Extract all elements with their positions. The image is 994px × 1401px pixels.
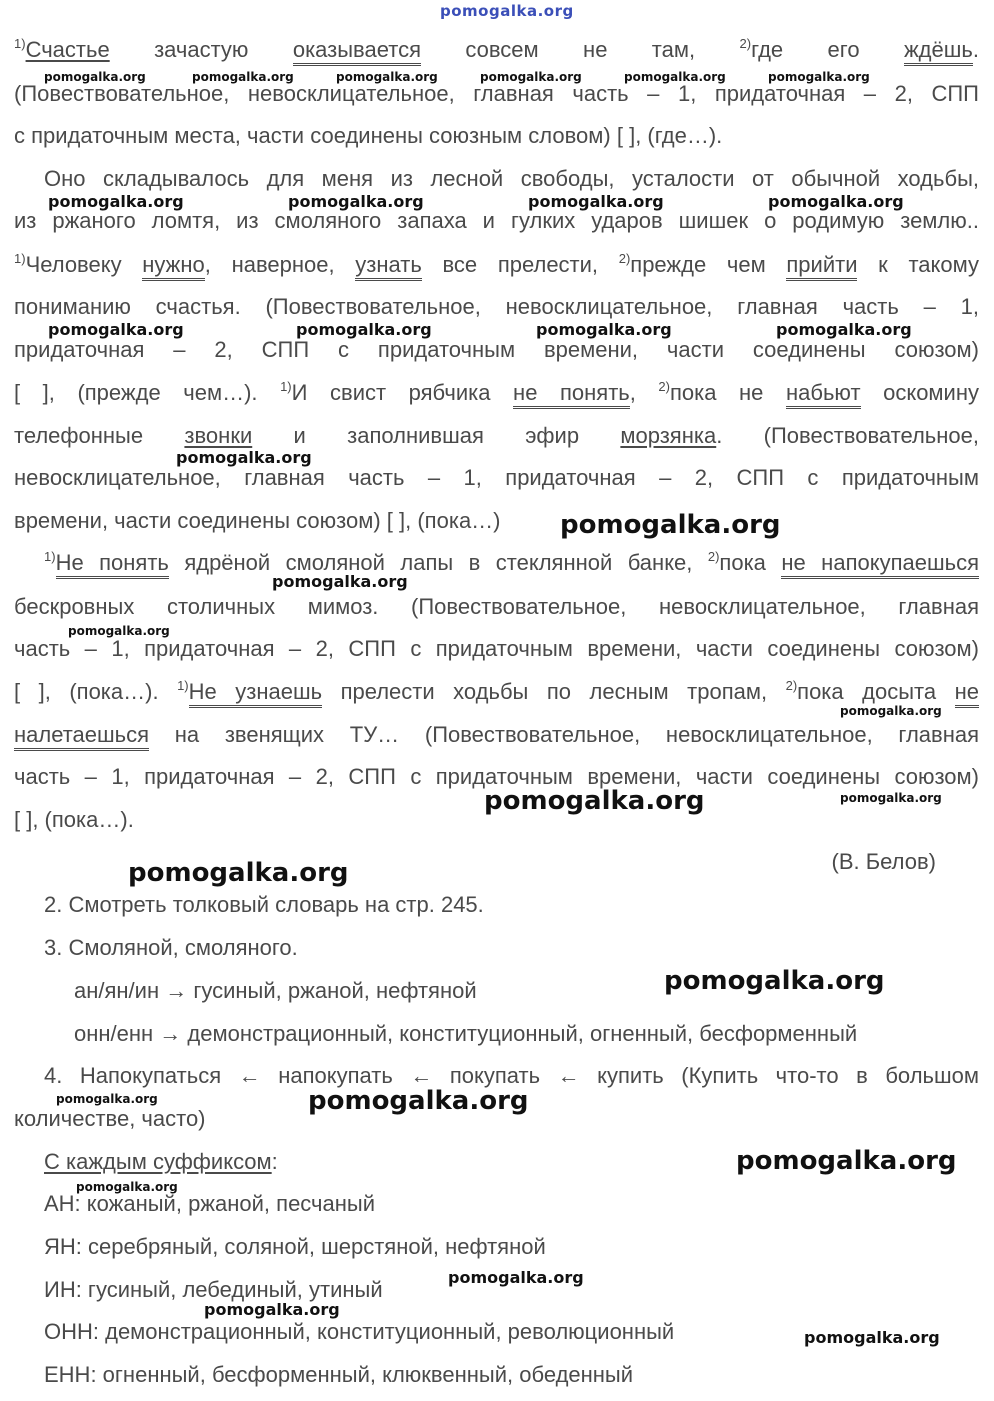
watermark: pomogalka.org bbox=[76, 1180, 178, 1194]
answer-4-line-1: 4. Напокупаться ← напокупать ← покупать ← купить (Купить что-то в большом bbox=[44, 1063, 979, 1088]
suffix-enn: ЕНН: огненный, бесформенный, клюквенный, обеденный bbox=[44, 1362, 634, 1387]
clause-number: 2) bbox=[618, 251, 631, 266]
watermark: pomogalka.org bbox=[768, 192, 904, 211]
subject-word: Счастье bbox=[25, 37, 110, 62]
p2-line-5: придаточная – 2, СПП с придаточным времени, части соединены союзом) bbox=[14, 337, 979, 362]
suffix-in: ИН: гусиный, лебединый, утиный bbox=[44, 1277, 383, 1302]
answer-3-line-1: ан/ян/ин → гусиный, ржаной, нефтяной bbox=[74, 978, 477, 1003]
watermark: pomogalka.org bbox=[768, 70, 870, 84]
p2-line-2: из ржаного ломтя, из смоляного запаха и гулких ударов шишек о родимую землю.. bbox=[14, 208, 979, 233]
p3-line-1: $^{1)}$Не понять ядрёной смоляной лапы в стеклянной банке, $^{2)}$пока не напокупаешься bbox=[44, 550, 979, 576]
watermark: pomogalka.org bbox=[336, 70, 438, 84]
watermark: pomogalka.org bbox=[840, 704, 942, 718]
subject-word: морзянка bbox=[620, 423, 717, 448]
p3-line-3: часть – 1, придаточная – 2, СПП с придаточным времени, части соединены союзом) bbox=[14, 636, 979, 661]
suffix-yan: ЯН: серебряный, соляной, шерстяной, нефтяной bbox=[44, 1234, 546, 1259]
watermark: pomogalka.org bbox=[664, 966, 885, 996]
watermark: pomogalka.org bbox=[736, 1146, 957, 1176]
watermark: pomogalka.org bbox=[176, 448, 312, 467]
predicate-word: нужно bbox=[142, 252, 205, 281]
clause-number: 1) bbox=[14, 36, 26, 51]
predicate-word: прийти bbox=[786, 252, 857, 281]
p1-line-3: с придаточным места, части соединены союзным словом) [ ], (где…). bbox=[14, 123, 723, 148]
predicate-word: набьют bbox=[786, 380, 861, 409]
watermark: pomogalka.org bbox=[272, 572, 408, 591]
answer-3: 3. Смоляной, смоляного. bbox=[44, 935, 298, 960]
clause-number: 2) bbox=[785, 678, 798, 693]
clause-number: 1) bbox=[280, 379, 292, 394]
predicate-word: ждёшь bbox=[904, 37, 973, 66]
watermark: pomogalka.org bbox=[44, 70, 146, 84]
p3-line-4: [ ], (пока…). $^{1)}$Не узнаешь прелести ходьбы по лесным тропам, $^{2)}$пока досыта не bbox=[14, 679, 979, 705]
watermark: pomogalka.org bbox=[56, 1092, 158, 1106]
p3-line-7: [ ], (пока…). bbox=[14, 807, 134, 832]
p2-line-9: времени, части соединены союзом) [ ], (пока…) bbox=[14, 508, 501, 533]
watermark: pomogalka.org bbox=[48, 320, 184, 339]
watermark: pomogalka.org bbox=[536, 320, 672, 339]
p2-line-6: [ ], (прежде чем…). $^{1)}$И свист рябчика не понять, $^{2)}$пока не набьют оскомину bbox=[14, 380, 979, 406]
clause-number: 2) bbox=[658, 379, 670, 394]
watermark: pomogalka.org bbox=[840, 791, 942, 805]
suffix-onn: ОНН: демонстрационный, конституционный, революционный bbox=[44, 1319, 675, 1344]
watermark: pomogalka.org bbox=[296, 320, 432, 339]
p2-line-7: телефонные звонки и заполнившая эфир морзянка. (Повествовательное, bbox=[14, 423, 980, 448]
predicate-word: Не узнаешь bbox=[189, 679, 322, 708]
predicate-word: Не понять bbox=[56, 550, 169, 579]
author: (В. Белов) bbox=[831, 849, 936, 874]
watermark: pomogalka.org bbox=[204, 1300, 340, 1319]
clause-number: 1) bbox=[44, 549, 56, 564]
answer-2: 2. Смотреть толковый словарь на стр. 245. bbox=[44, 892, 484, 917]
watermark: pomogalka.org bbox=[68, 624, 170, 638]
p1-line-1: $^{1)}$Счастье зачастую оказывается совсем не там, $^{2)}$где его ждёшь. bbox=[14, 37, 979, 63]
p3-line-2: бескровных столичных мимоз. (Повествовательное, невосклицательное, главная bbox=[14, 594, 979, 619]
header-site-mark: pomogalka.org bbox=[440, 2, 574, 20]
p1-line-2: (Повествовательное, невосклицательное, главная часть – 1, придаточная – 2, СПП bbox=[14, 81, 979, 106]
predicate-word: не bbox=[955, 679, 979, 708]
clause-number: 1) bbox=[14, 251, 26, 266]
answer-3-line-2: онн/енн → демонстрационный, конституционный, огненный, бесформенный bbox=[74, 1021, 858, 1046]
watermark: pomogalka.org bbox=[624, 70, 726, 84]
p2-line-4: пониманию счастья. (Повествовательное, невосклицательное, главная часть – 1, bbox=[14, 294, 979, 319]
watermark: pomogalka.org bbox=[484, 786, 705, 816]
p2-line-1: Оно складывалось для меня из лесной свободы, усталости от обычной ходьбы, bbox=[44, 166, 979, 191]
p2-line-8: невосклицательное, главная часть – 1, придаточная – 2, СПП с придаточным bbox=[14, 465, 979, 490]
watermark: pomogalka.org bbox=[804, 1328, 940, 1347]
watermark: pomogalka.org bbox=[128, 858, 349, 888]
watermark: pomogalka.org bbox=[480, 70, 582, 84]
watermark: pomogalka.org bbox=[560, 510, 781, 540]
clause-number: 2) bbox=[707, 549, 720, 564]
answer-4-line-2: количестве, часто) bbox=[14, 1106, 206, 1131]
p3-line-5: налетаешься на звенящих ТУ… (Повествовательное, невосклицательное, главная bbox=[14, 722, 979, 748]
predicate-word: узнать bbox=[355, 252, 422, 281]
subject-word: звонки bbox=[184, 423, 253, 448]
watermark: pomogalka.org bbox=[288, 192, 424, 211]
predicate-word: не напокупаешься bbox=[781, 550, 979, 579]
watermark: pomogalka.org bbox=[448, 1268, 584, 1287]
watermark: pomogalka.org bbox=[192, 70, 294, 84]
predicate-word: налетаешься bbox=[14, 722, 149, 751]
p2-line-3: $^{1)}$Человеку нужно, наверное, узнать все прелести, $^{2)}$прежде чем прийти к такому bbox=[14, 252, 979, 278]
predicate-word: оказывается bbox=[293, 37, 421, 66]
watermark: pomogalka.org bbox=[776, 320, 912, 339]
watermark: pomogalka.org bbox=[308, 1086, 529, 1116]
watermark: pomogalka.org bbox=[528, 192, 664, 211]
clause-number: 2) bbox=[739, 36, 752, 51]
clause-number: 1) bbox=[177, 678, 189, 693]
p3-line-6: часть – 1, придаточная – 2, СПП с придаточным времени, части соединены союзом) bbox=[14, 764, 979, 789]
predicate-word: не понять bbox=[513, 380, 630, 409]
suffix-heading: С каждым суффиксом: bbox=[44, 1149, 278, 1174]
watermark: pomogalka.org bbox=[48, 192, 184, 211]
suffix-an: АН: кожаный, ржаной, песчаный bbox=[44, 1191, 376, 1216]
